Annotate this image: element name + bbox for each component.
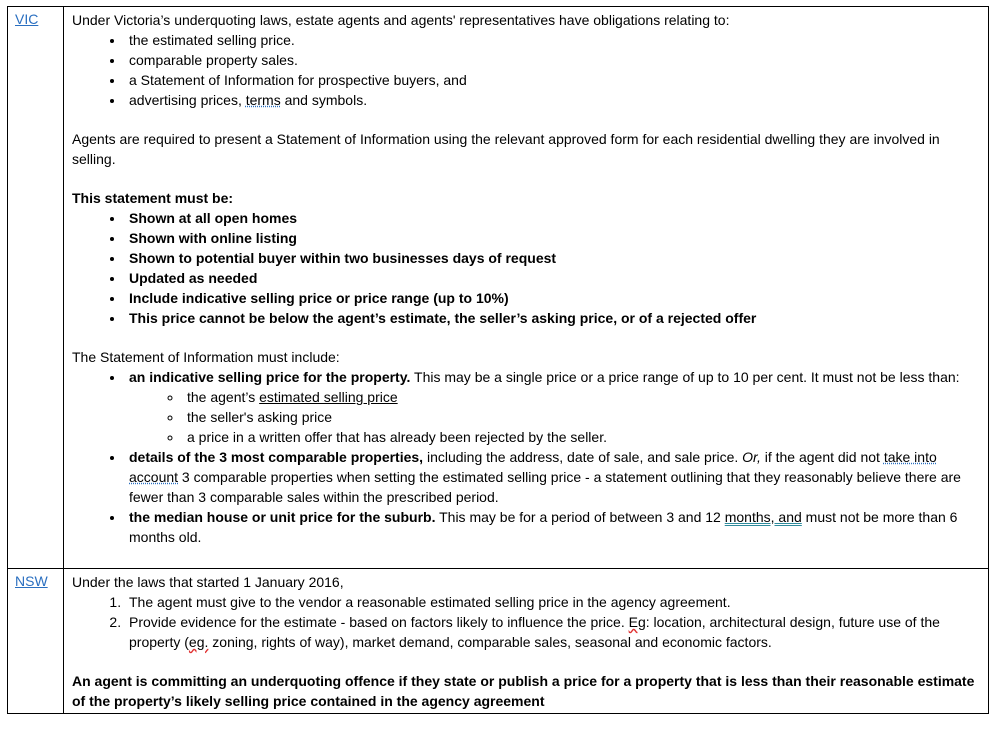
vic-content-cell [64,7,989,569]
list-item: • Shown at all open homes [125,208,982,228]
list-item: • a Statement of Information for prospective buyers, and [125,70,982,90]
text-run: and symbols. [280,92,368,108]
nsw-row [8,569,989,714]
list-item [125,447,982,507]
sub-list-item: ◦ the seller's asking price [183,407,982,427]
vic-intro: Under Victoria’s underquoting laws, estate agents and agents' representatives have obligations relating to: [72,12,730,28]
text-run: This may be a single price or a price range of up to 10 per cent. It must not be less than: [410,369,960,385]
text-run: : location, architectural design, future use of the property ( [129,614,940,650]
text-run: the agent’s [187,389,260,405]
text-run: including the address, date of sale, and sale price. [423,449,743,465]
underquoting-laws-table [7,6,989,714]
text-run-bold: details of the 3 most comparable properties, [129,449,424,465]
nsw-link[interactable]: NSW [15,573,48,589]
list-item [125,612,982,652]
nsw-intro: Under the laws that started 1 January 2016, [72,574,344,590]
vic-row [8,7,989,569]
list-item: • Shown with online listing [125,228,982,248]
vic-link[interactable]: VIC [15,11,39,27]
sub-list-item: ◦ a price in a written offer that has already been rejected by the seller. [183,427,982,447]
include-heading: The Statement of Information must include: [72,349,340,365]
vic-state-cell [8,7,64,569]
list-item: • comparable property sales. [125,50,982,70]
statement-heading: This statement must be: [72,190,234,206]
text-run: Provide evidence for the estimate - based on factors likely to influence the price. [129,614,629,630]
list-item: • Shown to potential buyer within two businesses days of request [125,248,982,268]
text-run-bold: the median house or unit price for the suburb. [129,509,436,525]
list-item [125,90,982,110]
spelling-marked-word[interactable]: Eg [628,614,646,630]
list-item [125,367,982,447]
vic-requirement-paragraph: Agents are required to present a Statement of Information using the relevant approved form for each residential dwelling they are involved in selling. [72,131,940,167]
vic-obligations-list [72,30,982,110]
text-run-italic: Or, [742,449,761,465]
nsw-content-cell [64,569,989,714]
sub-list-item [183,387,982,407]
text-run: advertising prices, [129,92,246,108]
nsw-offence-paragraph: An agent is committing an underquoting offence if they state or publish a price for a property that is less than their reasonable estimate of the property’s likely selling price contained in the agency agreement [72,673,975,709]
grammar-marked-phrase[interactable]: months, and [724,509,802,525]
include-list [72,367,982,547]
text-run: 3 comparable properties when setting the estimated selling price - a statement outlining that they reasonably believe there are fewer than 3 comparable sales within the prescribed period. [129,469,961,505]
text-run: must not be more than 6 months old. [129,509,958,545]
list-item: 1. The agent must give to the vendor a reasonable estimated selling price in the agency agreement. [125,592,982,612]
text-run-bold: an indicative selling price for the property. [129,369,411,385]
spelling-marked-word[interactable]: eg. [188,634,209,650]
list-item: • Include indicative selling price or price range (up to 10%) [125,288,982,308]
list-item [125,507,982,547]
price-floor-sublist [129,387,982,447]
list-item: • the estimated selling price. [125,30,982,50]
underlined-text: estimated selling price [259,389,398,405]
list-item: • This price cannot be below the agent’s estimate, the seller’s asking price, or of a rejected offer [125,308,982,328]
statement-list [72,208,982,328]
text-run: This may be for a period of between 3 and 12 [435,509,725,525]
nsw-requirements-list [72,592,982,652]
text-run: zoning, rights of way), market demand, comparable sales, seasonal and economic factors. [208,634,772,650]
list-item: • Updated as needed [125,268,982,288]
grammar-marked-word[interactable]: terms [245,92,281,108]
nsw-state-cell [8,569,64,714]
grammar-marked-phrase[interactable]: take into account [129,449,937,485]
text-run: if the agent did not [760,449,884,465]
